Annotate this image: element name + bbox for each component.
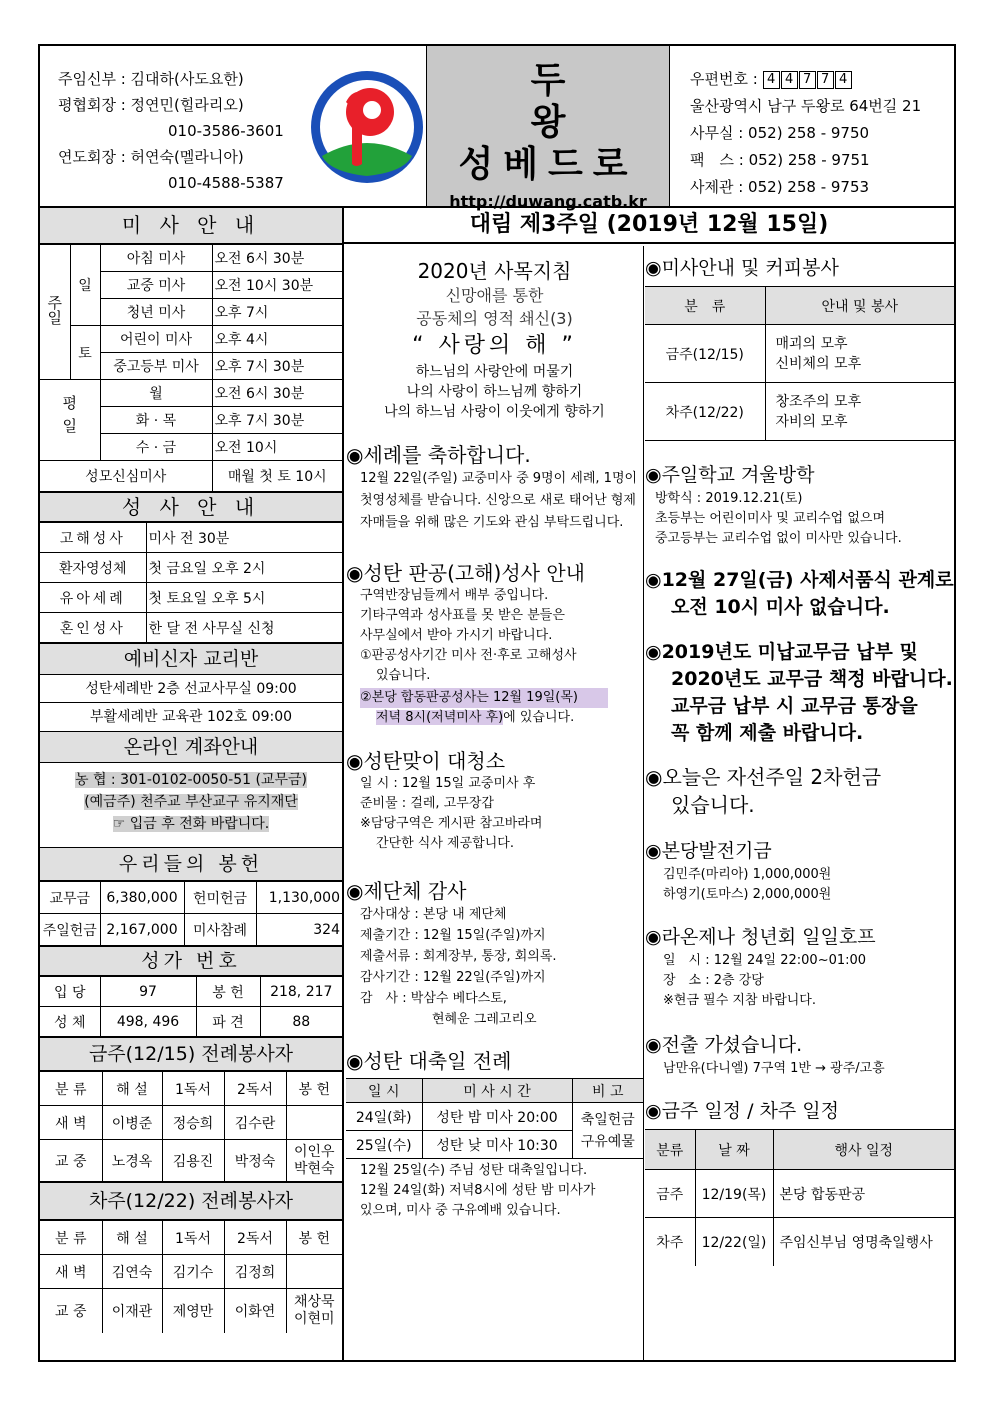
baptism-body: 12월 22일(주일) 교중미사 중 9명이 세례, 1명이 첫영성체를 받습니다. 신앙으로 새로 태어난 형제자매들을 위해 많은 기도와 관심 부탁드립니다. bbox=[360, 471, 638, 530]
moveout-title: ◉전출 가셨습니다. bbox=[645, 1034, 803, 1056]
confession-line: ①판공성사기간 미사 전·후로 고해성사 bbox=[360, 648, 577, 663]
parish-logo-icon bbox=[308, 68, 426, 186]
notice-line: ◉2019년도 미납교무금 납부 및 bbox=[645, 641, 918, 663]
audit-line: 제출서류 : 회계장부, 통장, 회의록. bbox=[360, 949, 557, 964]
notice-line: 오전 10시 미사 없습니다. bbox=[671, 596, 890, 618]
schedule-title: ◉금주 일정 / 차주 일정 bbox=[645, 1100, 839, 1122]
catechumen-line: 성탄세례반 2층 선교사무실 09:00 bbox=[40, 675, 342, 703]
mass-section-title: 미 사 안 내 bbox=[40, 208, 342, 244]
zip-label: 우편번호 : bbox=[690, 70, 758, 88]
server-head: 해 설 bbox=[102, 1072, 162, 1106]
zip-digit: 4 bbox=[781, 71, 798, 89]
baptism-notice bbox=[346, 442, 643, 534]
council-phone: 010-3586-3601 bbox=[168, 122, 284, 140]
schedule-cell: 본당 합동판공 bbox=[773, 1170, 954, 1218]
server-this-table bbox=[40, 1071, 342, 1182]
sacrament-name: 환자영성체 bbox=[40, 553, 146, 583]
catechumen-section-title: 예비신자 교리반 bbox=[40, 643, 342, 675]
christmas-cell: 성탄 낮 미사 10:30 bbox=[422, 1131, 572, 1159]
offering-label: 헌미헌금 bbox=[184, 882, 256, 914]
offering-label: 주일헌금 bbox=[40, 914, 100, 946]
catechumen-line: 부활세례반 교육관 102호 09:00 bbox=[89, 709, 293, 725]
hope-line: 일 시 : 12월 24일 22:00~01:00 bbox=[663, 953, 867, 968]
server-cell: 김정희 bbox=[224, 1255, 286, 1289]
notice-line: 2020년도 교무금 책정 바랍니다. bbox=[671, 668, 953, 690]
confession-title: ◉성탄 판공(고해)성사 안내 bbox=[346, 561, 585, 585]
sunday-label: 주일 bbox=[40, 245, 70, 380]
offering-section-title: 우리들의 봉헌 bbox=[40, 847, 342, 881]
weekday-label: 평일 bbox=[40, 380, 100, 461]
rectory-phone: 사제관 : 052) 258 - 9753 bbox=[690, 178, 870, 196]
account-number: 농 협 : 301-0102-0050-51 (교무금) bbox=[74, 772, 307, 788]
audit-line: 감사대상 : 본당 내 제단체 bbox=[360, 907, 507, 922]
development-fund bbox=[645, 837, 954, 905]
audit-line: 제출기간 : 12월 15일(주일)까지 bbox=[360, 928, 546, 943]
server-cell: 이화연 bbox=[224, 1289, 286, 1333]
offering-value: 2,167,000 bbox=[100, 914, 184, 946]
christmas-liturgy bbox=[346, 1048, 643, 1221]
zip-digit: 7 bbox=[817, 71, 834, 89]
pastoral-guideline bbox=[346, 246, 643, 422]
server-cell: 채상묵 이현미 bbox=[286, 1289, 342, 1333]
confession-line: 기타구역과 성사표를 못 받은 분들은 bbox=[360, 608, 565, 623]
server-cell: 교 중 bbox=[40, 1140, 102, 1182]
server-cell: 제영만 bbox=[162, 1289, 224, 1333]
mass-name: 화 · 목 bbox=[100, 407, 212, 434]
notice-line: 꼭 함께 제출 바랍니다. bbox=[671, 722, 864, 744]
notice-ordination bbox=[645, 567, 954, 621]
confession-highlight: ②본당 합동판공성사는 12월 19일(목) bbox=[360, 688, 608, 708]
sacrament-name: 고해성사 bbox=[40, 523, 146, 553]
legion-phone: 010-4588-5387 bbox=[168, 174, 284, 192]
hope-title: ◉라온제나 청년회 일일호프 bbox=[645, 926, 876, 948]
schedule-section bbox=[645, 1097, 954, 1266]
coffee-title: ◉미사안내 및 커피봉사 bbox=[645, 257, 839, 279]
server-cell: 김수란 bbox=[224, 1106, 286, 1140]
schedule-cell: 금주 bbox=[645, 1170, 695, 1218]
sun-label: 일 bbox=[70, 245, 100, 326]
account-note: ☞ 입금 후 전화 바랍니다. bbox=[112, 816, 270, 832]
pastoral-line: 나의 사랑이 하느님께 향하기 bbox=[406, 384, 583, 400]
fund-title: ◉본당발전기금 bbox=[645, 840, 772, 862]
audit-title: ◉제단체 감사 bbox=[346, 879, 467, 903]
christmas-cell: 24일(화) bbox=[346, 1103, 422, 1131]
zip-code bbox=[690, 66, 921, 93]
christmas-note: 축일헌금 구유예물 bbox=[572, 1103, 643, 1159]
christmas-head: 미 사 시 간 bbox=[422, 1079, 572, 1103]
fund-line: 김민주(마리아) 1,000,000원 bbox=[663, 867, 832, 882]
audit-line: 감사기간 : 12월 22일(주일)까지 bbox=[360, 970, 546, 985]
hymn-label: 봉 헌 bbox=[196, 977, 260, 1007]
offering-value: 324 bbox=[256, 914, 342, 946]
sacrament-name: 유아세례 bbox=[40, 583, 146, 613]
mass-name: 수 · 금 bbox=[100, 434, 212, 461]
christmas-head: 비 고 bbox=[572, 1079, 643, 1103]
server-head: 봉 헌 bbox=[286, 1221, 342, 1255]
audit-line: 감 사 : 박삼수 베다스토, bbox=[360, 991, 507, 1006]
schedule-cell: 12/19(목) bbox=[695, 1170, 773, 1218]
title-line1: 두 왕 bbox=[530, 60, 628, 143]
cleaning-line: 간단한 식사 제공합니다. bbox=[376, 836, 514, 851]
schedule-head: 행사 일정 bbox=[773, 1130, 954, 1170]
coffee-cell: 매괴의 모후 신비체의 모후 bbox=[765, 325, 954, 383]
pastoral-motto: “ 사랑의 해 ” bbox=[412, 333, 577, 358]
account-info bbox=[40, 763, 342, 847]
server-cell: 새 벽 bbox=[40, 1255, 102, 1289]
server-next-table bbox=[40, 1220, 342, 1333]
school-vacation bbox=[645, 461, 954, 549]
hymn-label: 성 체 bbox=[40, 1007, 100, 1037]
confession-highlight: 저녁 8시(저녁미사 후) bbox=[376, 710, 504, 725]
pastoral-title: 2020년 사목지침 bbox=[417, 259, 572, 283]
legion-head-text: 연도회장 : 허연숙(멜라니아) bbox=[58, 148, 244, 166]
mass-time: 오전 6시 30분 bbox=[212, 245, 342, 272]
offering-table bbox=[40, 881, 342, 946]
hymn-label: 입 당 bbox=[40, 977, 100, 1007]
schedule-head: 날 짜 bbox=[695, 1130, 773, 1170]
server-cell: 이병준 bbox=[102, 1106, 162, 1140]
coffee-cell: 금주(12/15) bbox=[645, 325, 765, 383]
website-link[interactable]: http://duwang.catb.kr bbox=[449, 192, 647, 211]
mass-time: 오후 7시 bbox=[212, 299, 342, 326]
server-cell: 정승희 bbox=[162, 1106, 224, 1140]
mass-name: 월 bbox=[100, 380, 212, 407]
mass-name: 어린이 미사 bbox=[100, 326, 212, 353]
coffee-cell: 차주(12/22) bbox=[645, 383, 765, 441]
account-holder: (예금주) 천주교 부산교구 유지재단 bbox=[84, 794, 298, 810]
sacrament-table bbox=[40, 522, 342, 643]
youth-hope-event bbox=[645, 923, 954, 1011]
school-line: 초등부는 어린이미사 및 교리수업 없으며 bbox=[655, 511, 886, 526]
moveout-line: 남만유(다니엘) 7구역 1반 → 광주/고흥 bbox=[663, 1061, 885, 1076]
server-cell: 김용진 bbox=[162, 1140, 224, 1182]
server-cell bbox=[286, 1255, 342, 1289]
server-head: 해 설 bbox=[102, 1221, 162, 1255]
header bbox=[40, 46, 954, 211]
mass-time: 오전 6시 30분 bbox=[212, 380, 342, 407]
server-head: 분 류 bbox=[40, 1072, 102, 1106]
server-cell: 김연숙 bbox=[102, 1255, 162, 1289]
offering-label: 교무금 bbox=[40, 882, 100, 914]
hymn-value: 498, 496 bbox=[100, 1007, 196, 1037]
christmas-line: 있으며, 미사 중 구유예배 있습니다. bbox=[360, 1203, 561, 1218]
mass-time: 오후 7시 30분 bbox=[212, 353, 342, 380]
baptism-title: ◉세례를 축하합니다. bbox=[346, 443, 531, 467]
notice-dues bbox=[645, 639, 954, 747]
sacrament-value: 첫 토요일 오후 5시 bbox=[146, 583, 342, 613]
cleaning-title: ◉성탄맞이 대청소 bbox=[346, 749, 506, 773]
pastoral-sub: 신망애를 통한 bbox=[445, 286, 544, 305]
confession-notice bbox=[346, 560, 643, 728]
confession-line: 구역반장님들께서 배부 중입니다. bbox=[360, 588, 549, 603]
server-head: 봉 헌 bbox=[286, 1072, 342, 1106]
server-cell: 새 벽 bbox=[40, 1106, 102, 1140]
christmas-cell: 25일(수) bbox=[346, 1131, 422, 1159]
christmas-table bbox=[346, 1078, 643, 1159]
offering-value: 1,130,000 bbox=[256, 882, 342, 914]
hope-line: ※현금 필수 지참 바랍니다. bbox=[663, 993, 817, 1008]
address: 울산광역시 남구 두왕로 64번길 21 bbox=[690, 97, 922, 115]
coffee-table bbox=[645, 286, 954, 441]
cleaning-line: ※담당구역은 게시판 참고바라며 bbox=[360, 816, 543, 831]
confession-line: 에 있습니다. bbox=[503, 710, 575, 725]
mass-time: 오전 10시 bbox=[212, 434, 342, 461]
schedule-cell: 차주 bbox=[645, 1218, 695, 1266]
fax-number: 팩 스 : 052) 258 - 9751 bbox=[690, 151, 870, 169]
server-head: 1독서 bbox=[162, 1072, 224, 1106]
cleaning-line: 준비물 : 걸레, 고무장갑 bbox=[360, 796, 494, 811]
pastor-text: 주임신부 : 김대하(사도요한) bbox=[58, 70, 244, 88]
server-head: 분 류 bbox=[40, 1221, 102, 1255]
pastoral-line: 하느님의 사랑안에 머물기 bbox=[415, 364, 574, 380]
schedule-cell: 주임신부님 영명축일행사 bbox=[773, 1218, 954, 1266]
schedule-table bbox=[645, 1129, 954, 1266]
moveout-notice bbox=[645, 1031, 954, 1079]
christmas-line: 12월 25일(수) 주님 성탄 대축일입니다. bbox=[360, 1163, 588, 1178]
server-cell bbox=[286, 1106, 342, 1140]
offering-label: 미사참례 bbox=[184, 914, 256, 946]
sacrament-value: 미사 전 30분 bbox=[146, 523, 342, 553]
audit-line: 현혜운 그레고리오 bbox=[432, 1012, 537, 1027]
confession-line: 사무실에서 받아 가시기 바랍니다. bbox=[360, 628, 553, 643]
left-column bbox=[40, 208, 344, 1362]
server-cell: 교 중 bbox=[40, 1289, 102, 1333]
christmas-head: 일 시 bbox=[346, 1079, 422, 1103]
server-this-title: 금주(12/15) 전례봉사자 bbox=[40, 1037, 342, 1071]
school-line: 방학식 : 2019.12.21(토) bbox=[655, 491, 803, 506]
zip-digit: 7 bbox=[799, 71, 816, 89]
server-cell: 이재관 bbox=[102, 1289, 162, 1333]
hope-line: 장 소 : 2층 강당 bbox=[663, 973, 764, 988]
parish-title-box bbox=[426, 46, 670, 211]
fund-line: 하영기(토마스) 2,000,000원 bbox=[663, 887, 832, 902]
server-head: 2독서 bbox=[224, 1221, 286, 1255]
sat-label: 토 bbox=[70, 326, 100, 380]
heart-mass-name: 성모신심미사 bbox=[40, 461, 212, 492]
sacrament-value: 한 달 전 사무실 신청 bbox=[146, 613, 342, 643]
server-cell: 이인우 박현숙 bbox=[286, 1140, 342, 1182]
zip-digit: 4 bbox=[763, 71, 780, 89]
hymn-section-title: 성가 번호 bbox=[40, 946, 342, 976]
notice-charity bbox=[645, 763, 954, 819]
sacrament-section-title: 성 사 안 내 bbox=[40, 492, 342, 522]
school-title: ◉주일학교 겨울방학 bbox=[645, 464, 815, 486]
server-cell: 노경옥 bbox=[102, 1140, 162, 1182]
hymn-value: 97 bbox=[100, 977, 196, 1007]
server-head: 2독서 bbox=[224, 1072, 286, 1106]
sacrament-value: 첫 금요일 오후 2시 bbox=[146, 553, 342, 583]
heart-mass-time: 매월 첫 토 10시 bbox=[212, 461, 342, 492]
zip-digit: 4 bbox=[835, 71, 852, 89]
mass-time: 오후 7시 30분 bbox=[212, 407, 342, 434]
hymn-value: 218, 217 bbox=[260, 977, 342, 1007]
mass-time: 오후 4시 bbox=[212, 326, 342, 353]
christmas-line: 12월 24일(화) 저녁8시에 성탄 밤 미사가 bbox=[360, 1183, 596, 1198]
title-line2: 성베드로 bbox=[458, 144, 638, 185]
contact-info bbox=[690, 66, 921, 201]
server-next-title: 차주(12/22) 전례봉사자 bbox=[40, 1182, 342, 1220]
confession-line: 있습니다. bbox=[376, 668, 431, 683]
schedule-head: 분류 bbox=[645, 1130, 695, 1170]
schedule-cell: 12/22(일) bbox=[695, 1218, 773, 1266]
right-column bbox=[645, 246, 954, 1362]
mass-name: 중고등부 미사 bbox=[100, 353, 212, 380]
mass-name: 교중 미사 bbox=[100, 272, 212, 299]
account-section-title: 온라인 계좌안내 bbox=[40, 731, 342, 763]
mass-table bbox=[40, 244, 342, 492]
server-cell: 김기수 bbox=[162, 1255, 224, 1289]
mass-time: 오전 10시 30분 bbox=[212, 272, 342, 299]
christmas-title: ◉성탄 대축일 전례 bbox=[346, 1049, 512, 1073]
server-cell: 박정숙 bbox=[224, 1140, 286, 1182]
sacrament-name: 혼인성사 bbox=[40, 613, 146, 643]
staff-info bbox=[58, 66, 284, 196]
audit-notice bbox=[346, 878, 643, 1030]
cleaning-notice bbox=[346, 748, 643, 854]
coffee-head: 분 류 bbox=[645, 287, 765, 325]
pastoral-line: 나의 하느님 사랑이 이웃에게 향하기 bbox=[384, 404, 605, 420]
office-phone: 사무실 : 052) 258 - 9750 bbox=[690, 124, 870, 142]
notice-line: 교무금 납부 시 교무금 통장을 bbox=[671, 695, 918, 717]
mass-name: 아침 미사 bbox=[100, 245, 212, 272]
server-head: 1독서 bbox=[162, 1221, 224, 1255]
coffee-cell: 창조주의 모후 자비의 모후 bbox=[765, 383, 954, 441]
notice-line: 있습니다. bbox=[671, 793, 755, 817]
notice-line: ◉오늘은 자선주일 2차헌금 bbox=[645, 765, 882, 789]
hymn-value: 88 bbox=[260, 1007, 342, 1037]
notice-line: ◉12월 27일(금) 사제서품식 관계로 bbox=[645, 569, 954, 591]
pastoral-sub: 공동체의 영적 쇄신(3) bbox=[416, 309, 573, 328]
coffee-service bbox=[645, 254, 954, 441]
bulletin-page bbox=[38, 44, 956, 1362]
mass-name: 청년 미사 bbox=[100, 299, 212, 326]
christmas-cell: 성탄 밤 미사 20:00 bbox=[422, 1103, 572, 1131]
hymn-label: 파 견 bbox=[196, 1007, 260, 1037]
cleaning-line: 일 시 : 12월 15일 교중미사 후 bbox=[360, 776, 536, 791]
coffee-head: 안내 및 봉사 bbox=[765, 287, 954, 325]
hymn-table bbox=[40, 976, 342, 1037]
middle-column bbox=[346, 246, 644, 1362]
date-title: 대림 제3주일 (2019년 12월 15일) bbox=[344, 208, 954, 244]
school-line: 중고등부는 교리수업 없이 미사만 있습니다. bbox=[655, 531, 902, 546]
offering-value: 6,380,000 bbox=[100, 882, 184, 914]
council-head-text: 평협회장 : 정연민(힐라리오) bbox=[58, 96, 244, 114]
